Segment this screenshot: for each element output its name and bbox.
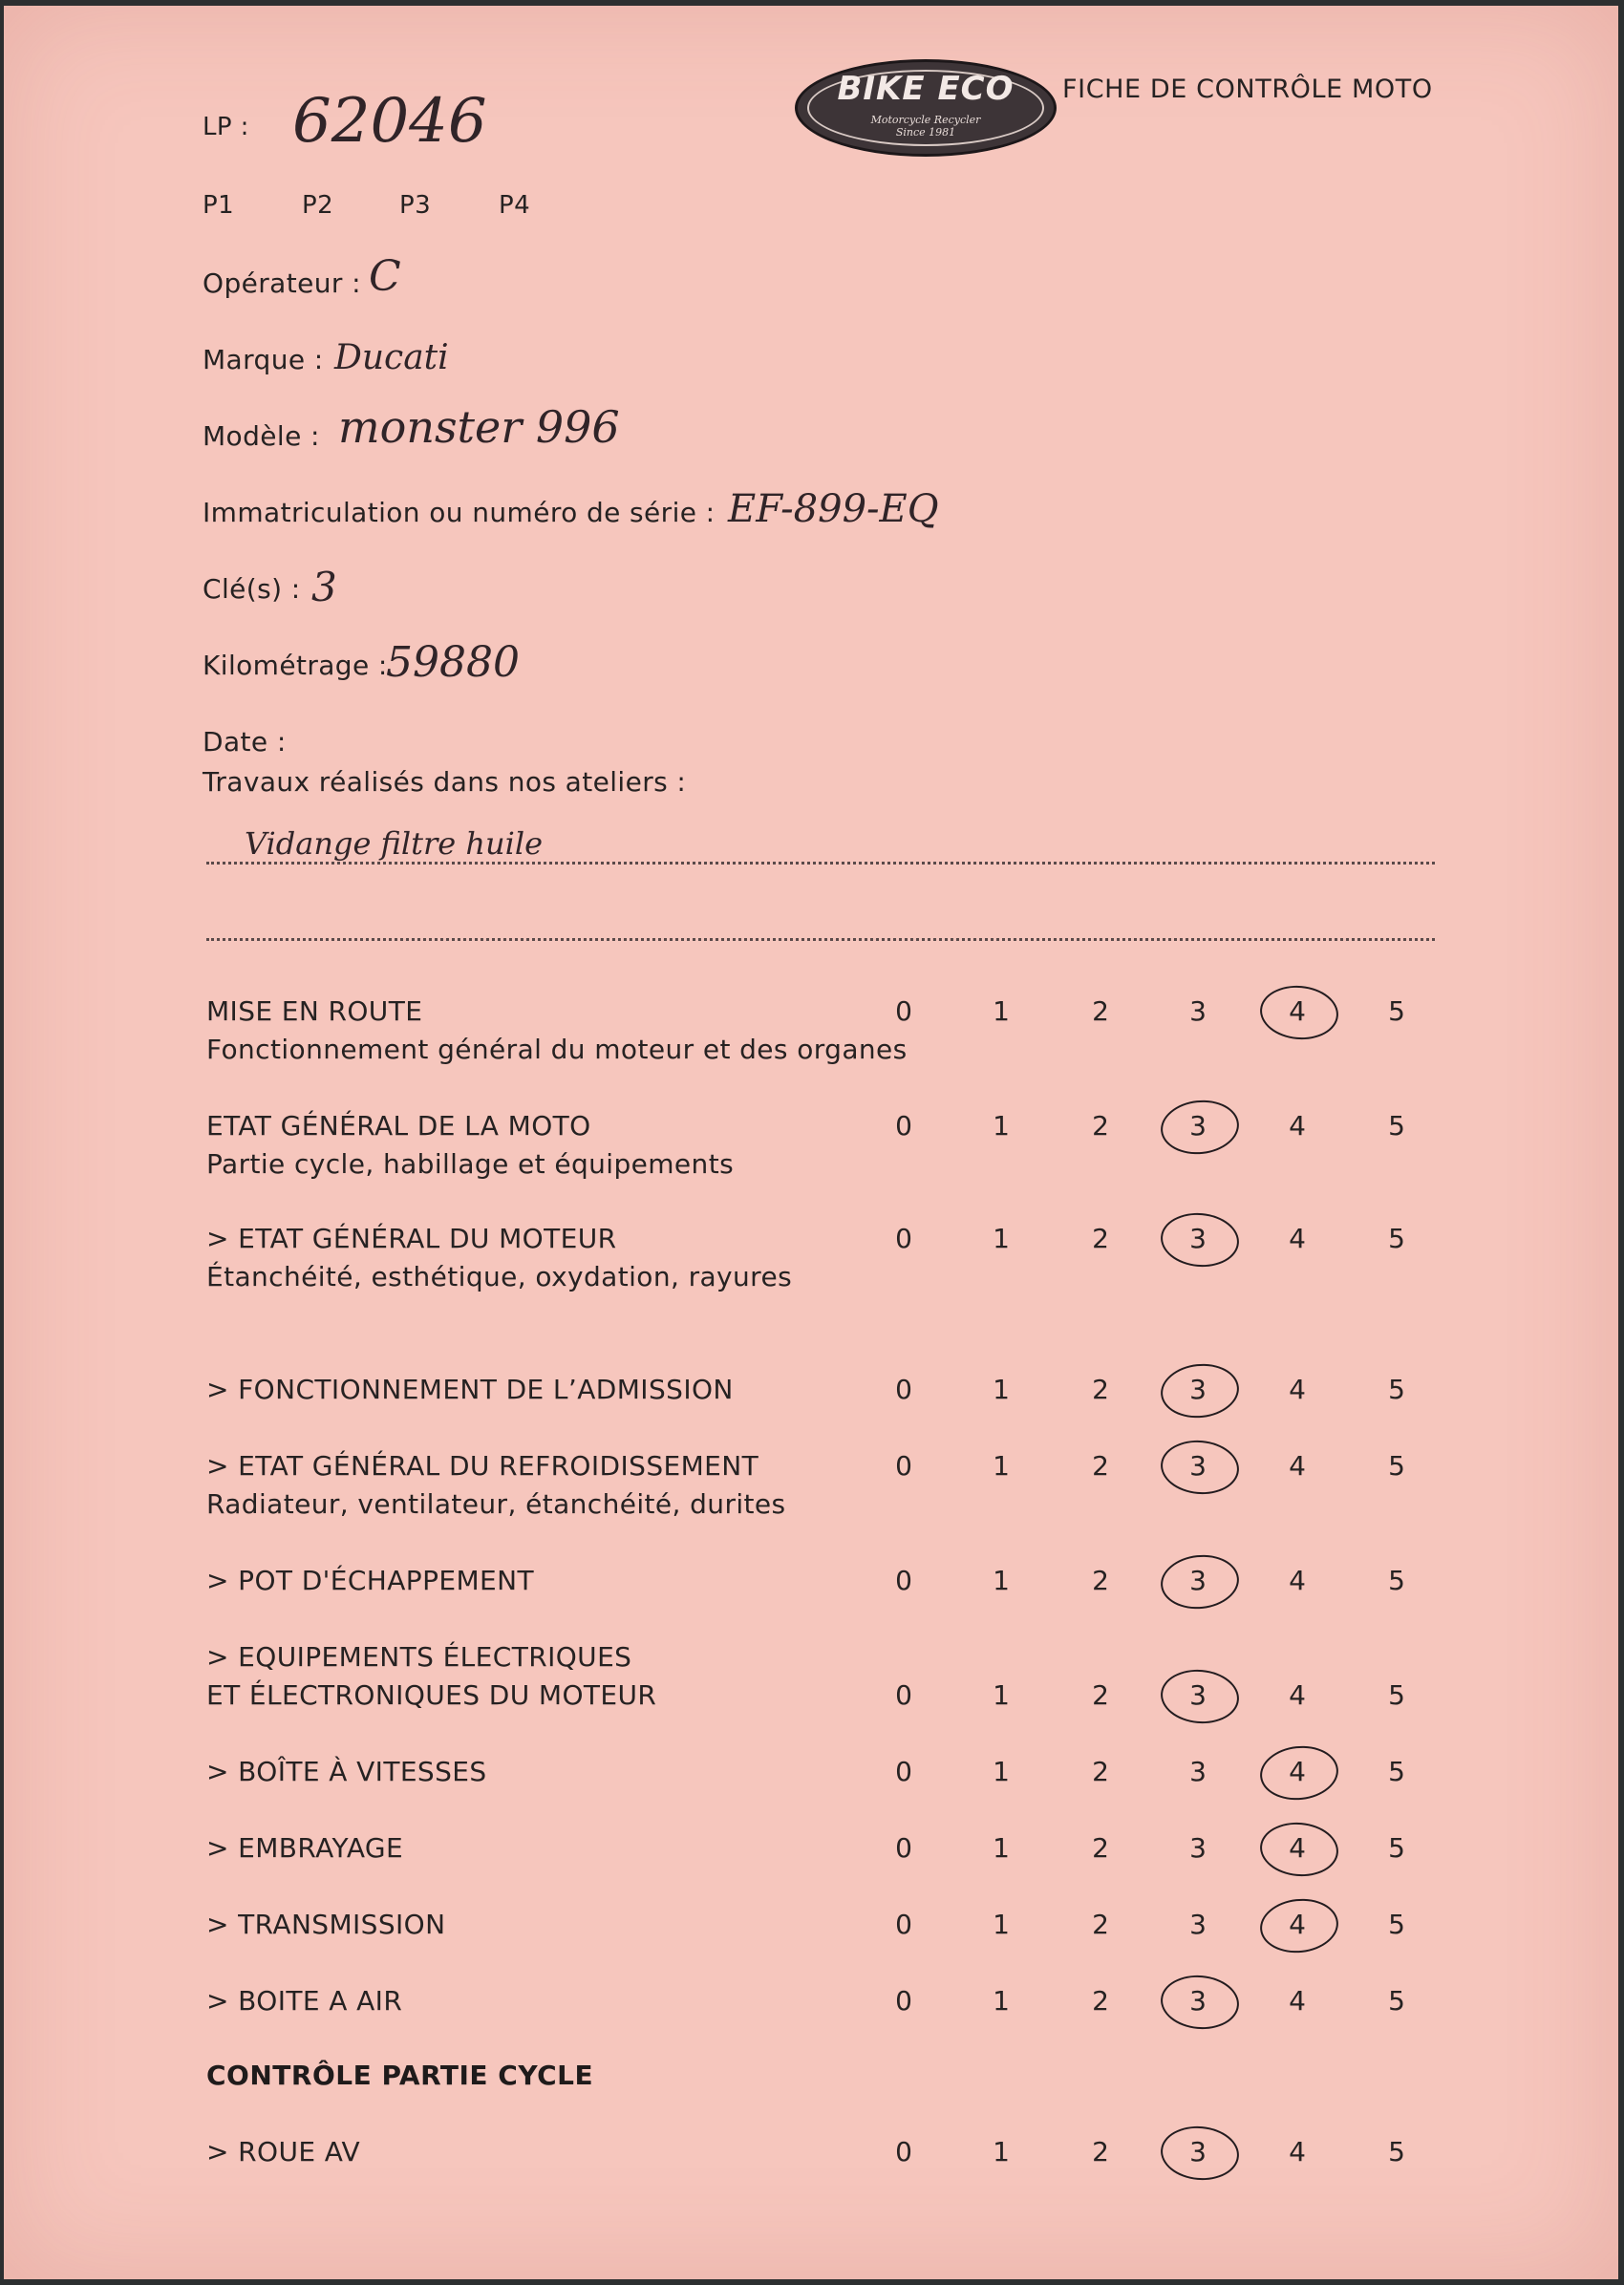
modele-label: Modèle : bbox=[203, 420, 320, 452]
bike-eco-logo bbox=[795, 59, 1057, 157]
score-option-equipements-electriques-1[interactable]: 1 bbox=[993, 1679, 1010, 1711]
marque-value[interactable]: Ducati bbox=[334, 338, 449, 377]
score-option-etat-general-du-refroidissement-0[interactable]: 0 bbox=[895, 1450, 912, 1482]
criterion-title-mise-en-route: MISE EN ROUTE bbox=[206, 995, 423, 1027]
logo-tagline-text: Motorcycle Recycler bbox=[870, 114, 981, 126]
operateur-value[interactable]: C bbox=[369, 252, 401, 301]
score-option-pot-dechappement-3[interactable]: 3 bbox=[1189, 1565, 1207, 1596]
score-option-roue-av-4[interactable]: 4 bbox=[1289, 2136, 1306, 2168]
score-option-transmission-3[interactable]: 3 bbox=[1189, 1909, 1207, 1940]
kilometrage-label: Kilométrage : bbox=[203, 650, 388, 681]
marque-label: Marque : bbox=[203, 344, 324, 375]
score-option-fonctionnement-de-ladmission-5[interactable]: 5 bbox=[1388, 1374, 1405, 1405]
score-circle-etat-general-de-la-moto bbox=[1158, 1097, 1241, 1158]
criterion-subtitle-etat-general-de-la-moto: Partie cycle, habillage et équipements bbox=[206, 1148, 735, 1180]
score-option-boite-a-air-1[interactable]: 1 bbox=[993, 1985, 1010, 2017]
score-option-boite-a-air-0[interactable]: 0 bbox=[895, 1985, 912, 2017]
travaux-line-2-dots bbox=[206, 938, 1435, 941]
score-option-transmission-0[interactable]: 0 bbox=[895, 1909, 912, 1940]
score-option-mise-en-route-0[interactable]: 0 bbox=[895, 995, 912, 1027]
modele-value[interactable]: monster 996 bbox=[338, 401, 620, 453]
score-option-embrayage-5[interactable]: 5 bbox=[1388, 1832, 1405, 1864]
score-option-embrayage-3[interactable]: 3 bbox=[1189, 1832, 1207, 1864]
score-option-fonctionnement-de-ladmission-2[interactable]: 2 bbox=[1092, 1374, 1109, 1405]
criterion-title-pot-dechappement: > POT D'ÉCHAPPEMENT bbox=[206, 1565, 534, 1596]
score-option-mise-en-route-2[interactable]: 2 bbox=[1092, 995, 1109, 1027]
score-option-pot-dechappement-1[interactable]: 1 bbox=[993, 1565, 1010, 1596]
score-option-etat-general-de-la-moto-4[interactable]: 4 bbox=[1289, 1110, 1306, 1142]
score-option-etat-general-du-moteur-1[interactable]: 1 bbox=[993, 1223, 1010, 1254]
score-option-pot-dechappement-5[interactable]: 5 bbox=[1388, 1565, 1405, 1596]
score-circle-embrayage bbox=[1258, 1820, 1341, 1880]
criterion-title-etat-general-du-moteur: > ETAT GÉNÉRAL DU MOTEUR bbox=[206, 1223, 617, 1254]
cles-label: Clé(s) : bbox=[203, 573, 301, 605]
score-circle-etat-general-du-refroidissement bbox=[1159, 1438, 1242, 1498]
score-option-etat-general-du-moteur-4[interactable]: 4 bbox=[1289, 1223, 1306, 1254]
score-option-equipements-electriques-3[interactable]: 3 bbox=[1189, 1679, 1207, 1711]
score-option-etat-general-de-la-moto-1[interactable]: 1 bbox=[993, 1110, 1010, 1142]
cles-value[interactable]: 3 bbox=[311, 564, 337, 610]
travaux-line-1-dots bbox=[206, 862, 1435, 865]
score-option-etat-general-du-refroidissement-3[interactable]: 3 bbox=[1189, 1450, 1207, 1482]
score-option-etat-general-du-refroidissement-1[interactable]: 1 bbox=[993, 1450, 1010, 1482]
immatriculation-value[interactable]: EF-899-EQ bbox=[728, 487, 939, 531]
score-circle-etat-general-du-moteur bbox=[1159, 1210, 1242, 1271]
criterion-title-embrayage: > EMBRAYAGE bbox=[206, 1832, 404, 1864]
score-option-transmission-2[interactable]: 2 bbox=[1092, 1909, 1109, 1940]
score-option-boite-a-vitesses-1[interactable]: 1 bbox=[993, 1756, 1010, 1787]
criterion-title-etat-general-du-refroidissement: > ETAT GÉNÉRAL DU REFROIDISSEMENT bbox=[206, 1450, 759, 1482]
section-controle-partie-cycle: CONTRÔLE PARTIE CYCLE bbox=[206, 2060, 594, 2091]
date-label: Date : bbox=[203, 726, 287, 758]
criterion-title-etat-general-de-la-moto: ETAT GÉNÉRAL DE LA MOTO bbox=[206, 1110, 591, 1142]
operateur-label: Opérateur : bbox=[203, 267, 361, 299]
score-option-etat-general-du-moteur-3[interactable]: 3 bbox=[1189, 1223, 1207, 1254]
score-circle-roue-av bbox=[1159, 2124, 1242, 2184]
criterion-subtitle-mise-en-route: Fonctionnement général du moteur et des organes bbox=[206, 1034, 908, 1065]
criterion-title-fonctionnement-de-ladmission: > FONCTIONNEMENT DE L’ADMISSION bbox=[206, 1374, 734, 1405]
score-option-fonctionnement-de-ladmission-1[interactable]: 1 bbox=[993, 1374, 1010, 1405]
criterion-subtitle-etat-general-du-moteur: Étanchéité, esthétique, oxydation, rayures bbox=[206, 1261, 793, 1292]
score-option-fonctionnement-de-ladmission-0[interactable]: 0 bbox=[895, 1374, 912, 1405]
travaux-line-1[interactable]: Vidange filtre huile bbox=[245, 825, 544, 862]
position-p2[interactable]: P2 bbox=[302, 191, 334, 220]
score-circle-boite-a-air bbox=[1159, 1973, 1242, 2033]
kilometrage-value[interactable]: 59880 bbox=[386, 638, 520, 687]
position-p3[interactable]: P3 bbox=[399, 191, 432, 220]
score-circle-pot-dechappement bbox=[1158, 1551, 1241, 1612]
score-option-roue-av-5[interactable]: 5 bbox=[1388, 2136, 1405, 2168]
score-option-boite-a-vitesses-0[interactable]: 0 bbox=[895, 1756, 912, 1787]
criterion-title-roue-av: > ROUE AV bbox=[206, 2136, 361, 2168]
sheet-title: FICHE DE CONTRÔLE MOTO bbox=[1062, 75, 1433, 104]
position-p4[interactable]: P4 bbox=[499, 191, 531, 220]
score-option-fonctionnement-de-ladmission-3[interactable]: 3 bbox=[1189, 1374, 1207, 1405]
score-option-equipements-electriques-4[interactable]: 4 bbox=[1289, 1679, 1306, 1711]
score-option-boite-a-air-2[interactable]: 2 bbox=[1092, 1985, 1109, 2017]
score-option-embrayage-0[interactable]: 0 bbox=[895, 1832, 912, 1864]
score-option-boite-a-air-5[interactable]: 5 bbox=[1388, 1985, 1405, 2017]
score-option-boite-a-air-3[interactable]: 3 bbox=[1189, 1985, 1207, 2017]
score-option-roue-av-3[interactable]: 3 bbox=[1189, 2136, 1207, 2168]
score-option-pot-dechappement-0[interactable]: 0 bbox=[895, 1565, 912, 1596]
score-option-transmission-4[interactable]: 4 bbox=[1289, 1909, 1306, 1940]
criterion-subtitle-etat-general-du-refroidissement: Radiateur, ventilateur, étanchéité, durites bbox=[206, 1488, 786, 1520]
score-option-etat-general-du-refroidissement-2[interactable]: 2 bbox=[1092, 1450, 1109, 1482]
score-option-mise-en-route-1[interactable]: 1 bbox=[993, 995, 1010, 1027]
score-option-etat-general-du-refroidissement-5[interactable]: 5 bbox=[1388, 1450, 1405, 1482]
score-option-roue-av-1[interactable]: 1 bbox=[993, 2136, 1010, 2168]
score-option-equipements-electriques-0[interactable]: 0 bbox=[895, 1679, 912, 1711]
score-option-boite-a-vitesses-4[interactable]: 4 bbox=[1289, 1756, 1306, 1787]
score-option-equipements-electriques-5[interactable]: 5 bbox=[1388, 1679, 1405, 1711]
score-option-roue-av-0[interactable]: 0 bbox=[895, 2136, 912, 2168]
score-option-transmission-1[interactable]: 1 bbox=[993, 1909, 1010, 1940]
score-option-mise-en-route-4[interactable]: 4 bbox=[1289, 995, 1306, 1027]
logo-brand: BIKE ECO bbox=[837, 70, 1015, 108]
control-sheet bbox=[4, 6, 1618, 2279]
score-circle-mise-en-route bbox=[1258, 983, 1341, 1043]
travaux-label: Travaux réalisés dans nos ateliers : bbox=[203, 766, 687, 798]
score-option-etat-general-du-moteur-5[interactable]: 5 bbox=[1388, 1223, 1405, 1254]
score-option-mise-en-route-5[interactable]: 5 bbox=[1388, 995, 1405, 1027]
score-option-etat-general-de-la-moto-2[interactable]: 2 bbox=[1092, 1110, 1109, 1142]
score-option-embrayage-4[interactable]: 4 bbox=[1289, 1832, 1306, 1864]
score-option-etat-general-du-moteur-0[interactable]: 0 bbox=[895, 1223, 912, 1254]
score-option-boite-a-vitesses-3[interactable]: 3 bbox=[1189, 1756, 1207, 1787]
score-option-boite-a-vitesses-2[interactable]: 2 bbox=[1092, 1756, 1109, 1787]
criterion-subtitle-equipements-electriques: ET ÉLECTRONIQUES DU MOTEUR bbox=[206, 1679, 657, 1711]
score-option-embrayage-2[interactable]: 2 bbox=[1092, 1832, 1109, 1864]
logo-since: Since 1981 bbox=[895, 126, 956, 139]
score-option-fonctionnement-de-ladmission-4[interactable]: 4 bbox=[1289, 1374, 1306, 1405]
score-option-equipements-electriques-2[interactable]: 2 bbox=[1092, 1679, 1109, 1711]
criterion-title-boite-a-air: > BOITE A AIR bbox=[206, 1985, 403, 2017]
lp-label: LP : bbox=[203, 113, 249, 141]
lp-value[interactable]: 62046 bbox=[292, 86, 487, 157]
criterion-title-transmission: > TRANSMISSION bbox=[206, 1909, 446, 1940]
score-option-etat-general-de-la-moto-3[interactable]: 3 bbox=[1189, 1110, 1207, 1142]
score-circle-fonctionnement-de-ladmission bbox=[1158, 1360, 1241, 1421]
score-option-etat-general-du-moteur-2[interactable]: 2 bbox=[1092, 1223, 1109, 1254]
score-option-mise-en-route-3[interactable]: 3 bbox=[1189, 995, 1207, 1027]
score-circle-boite-a-vitesses bbox=[1257, 1742, 1340, 1804]
score-option-pot-dechappement-4[interactable]: 4 bbox=[1289, 1565, 1306, 1596]
score-option-etat-general-de-la-moto-0[interactable]: 0 bbox=[895, 1110, 912, 1142]
score-option-etat-general-du-refroidissement-4[interactable]: 4 bbox=[1289, 1450, 1306, 1482]
score-circle-transmission bbox=[1257, 1895, 1340, 1956]
score-option-boite-a-air-4[interactable]: 4 bbox=[1289, 1985, 1306, 2017]
logo-tagline bbox=[798, 114, 1054, 139]
score-option-transmission-5[interactable]: 5 bbox=[1388, 1909, 1405, 1940]
immatriculation-label: Immatriculation ou numéro de série : bbox=[203, 497, 716, 528]
score-option-etat-general-de-la-moto-5[interactable]: 5 bbox=[1388, 1110, 1405, 1142]
score-option-embrayage-1[interactable]: 1 bbox=[993, 1832, 1010, 1864]
score-option-roue-av-2[interactable]: 2 bbox=[1092, 2136, 1109, 2168]
score-option-pot-dechappement-2[interactable]: 2 bbox=[1092, 1565, 1109, 1596]
criterion-title-boite-a-vitesses: > BOÎTE À VITESSES bbox=[206, 1756, 487, 1787]
score-circle-equipements-electriques bbox=[1159, 1667, 1242, 1727]
position-p1[interactable]: P1 bbox=[203, 191, 235, 220]
criterion-title-equipements-electriques: > EQUIPEMENTS ÉLECTRIQUES bbox=[206, 1641, 632, 1673]
score-option-boite-a-vitesses-5[interactable]: 5 bbox=[1388, 1756, 1405, 1787]
